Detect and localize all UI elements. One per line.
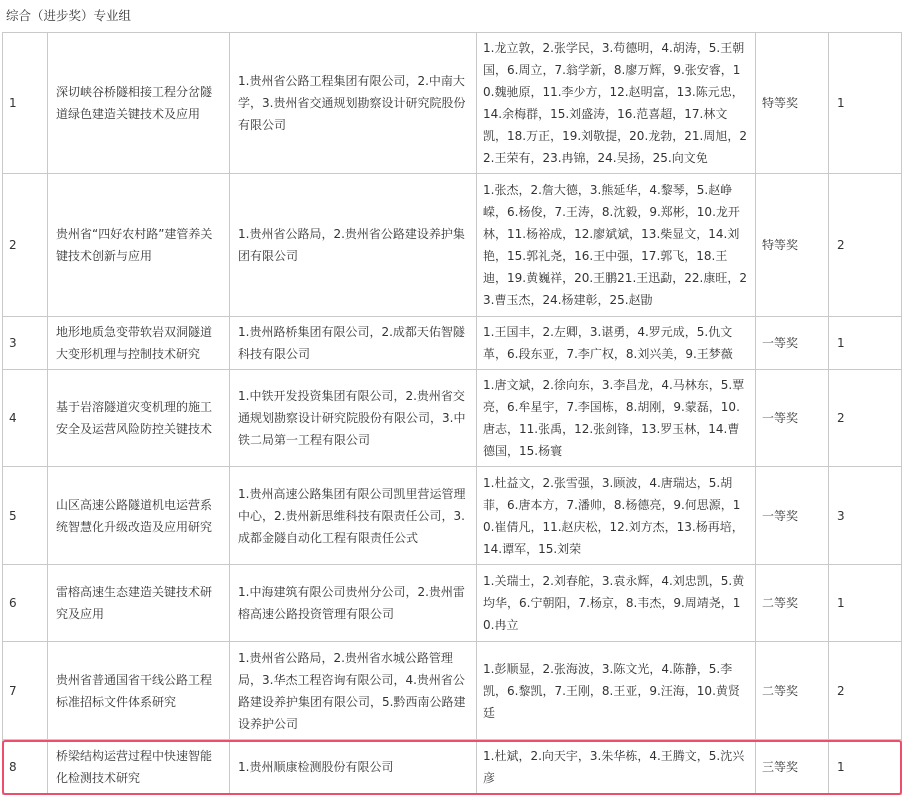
award-count: 2 <box>829 174 902 317</box>
table-row <box>3 565 902 642</box>
units-cell: 1.贵州省公路局，2.贵州省公路建设养护集团有限公司 <box>230 174 477 317</box>
units-cell: 1.贵州顺康检测股份有限公司 <box>230 740 477 795</box>
section-caption: 综合（进步奖）专业组 <box>6 8 132 23</box>
award-count: 1 <box>829 317 902 370</box>
people-cell: 1.王国丰，2.左卿，3.谌勇，4.罗元成，5.仇文革，6.段东亚，7.李广权，8.刘兴美，9.王梦薇 <box>477 317 756 370</box>
award-level: 二等奖 <box>756 565 829 642</box>
units-cell: 1.贵州省公路局，2.贵州省水城公路管理局，3.华杰工程咨询有限公司，4.贵州省公路建设养护集团有限公司，5.黔西南公路建设养护公司 <box>230 642 477 740</box>
row-number: 1 <box>3 33 48 174</box>
row-number: 5 <box>3 467 48 565</box>
project-name: 雷榕高速生态建造关键技术研究及应用 <box>48 565 230 642</box>
people-cell: 1.关瑞士，2.刘春舵，3.袁永辉，4.刘忠凯，5.黄均华，6.宁朝阳，7.杨京，8.韦杰，9.周靖尧，10.冉立 <box>477 565 756 642</box>
row-number: 8 <box>3 740 48 795</box>
units-cell: 1.贵州路桥集团有限公司，2.成都天佑智隧科技有限公司 <box>230 317 477 370</box>
table-row <box>3 174 902 317</box>
award-level: 三等奖 <box>756 740 829 795</box>
people-cell: 1.杜斌，2.向天宇，3.朱华栋，4.王腾文，5.沈兴彦 <box>477 740 756 795</box>
table-row <box>3 467 902 565</box>
award-level: 一等奖 <box>756 370 829 467</box>
project-name: 地形地质急变带软岩双洞隧道大变形机理与控制技术研究 <box>48 317 230 370</box>
award-count: 2 <box>829 642 902 740</box>
project-name: 贵州省普通国省干线公路工程标准招标文件体系研究 <box>48 642 230 740</box>
award-level: 特等奖 <box>756 33 829 174</box>
project-name: 基于岩溶隧道灾变机理的施工安全及运营风险防控关键技术 <box>48 370 230 467</box>
people-cell: 1.杜益文，2.张雪强，3.顾波，4.唐瑞达，5.胡菲，6.唐本方，7.潘帅，8.杨德亮，9.何思源，10.崔倩凡，11.赵庆松，12.刘方杰，13.杨再培，14.谭军，15.刘荣 <box>477 467 756 565</box>
row-number: 7 <box>3 642 48 740</box>
people-cell: 1.彭顺显，2.张海波，3.陈文光，4.陈静，5.李凯，6.黎凯，7.王刚，8.王亚，9.汪海，10.黄贤廷 <box>477 642 756 740</box>
award-count: 3 <box>829 467 902 565</box>
award-count: 2 <box>829 370 902 467</box>
project-name: 山区高速公路隧道机电运营系统智慧化升级改造及应用研究 <box>48 467 230 565</box>
row-number: 4 <box>3 370 48 467</box>
award-level: 二等奖 <box>756 642 829 740</box>
units-cell: 1.贵州高速公路集团有限公司凯里营运管理中心，2.贵州新思维科技有限责任公司，3.成都金隧自动化工程有限责任公式 <box>230 467 477 565</box>
units-cell: 1.中铁开发投资集团有限公司，2.贵州省交通规划勘察设计研究院股份有限公司，3.中铁二局第一工程有限公司 <box>230 370 477 467</box>
project-name: 贵州省“四好农村路”建管养关键技术创新与应用 <box>48 174 230 317</box>
award-count: 1 <box>829 33 902 174</box>
row-number: 2 <box>3 174 48 317</box>
project-name: 桥梁结构运营过程中快速智能化检测技术研究 <box>48 740 230 795</box>
units-cell: 1.中海建筑有限公司贵州分公司，2.贵州雷榕高速公路投资管理有限公司 <box>230 565 477 642</box>
project-name: 深切峡谷桥隧相接工程分岔隧道绿色建造关键技术及应用 <box>48 33 230 174</box>
table-row <box>3 33 902 174</box>
award-count: 1 <box>829 740 902 795</box>
row-number: 3 <box>3 317 48 370</box>
table-row <box>3 317 902 370</box>
people-cell: 1.龙立敦，2.张学民，3.苟德明，4.胡涛，5.王朝国，6.周立，7.翁学新，8.廖万辉，9.张安睿，10.魏驰原，11.李少方，12.赵明富，13.陈元忠，14.余梅群，15.刘盛涛，16.范喜超，17.林文凯，18.万正，19.刘敬提，20.龙勃，21.周旭，22.王荣有，23.冉锦，24.吴扬，25.向文免 <box>477 33 756 174</box>
award-count: 1 <box>829 565 902 642</box>
row-number: 6 <box>3 565 48 642</box>
table-row <box>3 740 902 795</box>
units-cell: 1.贵州省公路工程集团有限公司，2.中南大学，3.贵州省交通规划勘察设计研究院股份有限公司 <box>230 33 477 174</box>
table-row <box>3 370 902 467</box>
table-row <box>3 642 902 740</box>
awards-table <box>2 32 902 795</box>
award-level: 一等奖 <box>756 467 829 565</box>
people-cell: 1.唐文斌，2.徐向东，3.李昌龙，4.马林东，5.覃亮，6.牟星宇，7.李国栋，8.胡刚，9.蒙磊，10.唐志，11.张禹，12.张剑锋，13.罗玉林，14.曹德国，15.杨寰 <box>477 370 756 467</box>
people-cell: 1.张杰，2.詹大德，3.熊延华，4.黎琴，5.赵峥嵘，6.杨俊，7.王涛，8.沈毅，9.郑彬，10.龙开林，11.杨裕成，12.廖斌斌，13.柴显文，14.刘艳，15.郭礼尧，16.王中强，17.郭飞，18.王迪，19.黄巍祥，20.王鹏21.王迅勐，22.康旺，23.曹玉杰，24.杨建彰，25.赵勖 <box>477 174 756 317</box>
award-level: 一等奖 <box>756 317 829 370</box>
award-level: 特等奖 <box>756 174 829 317</box>
